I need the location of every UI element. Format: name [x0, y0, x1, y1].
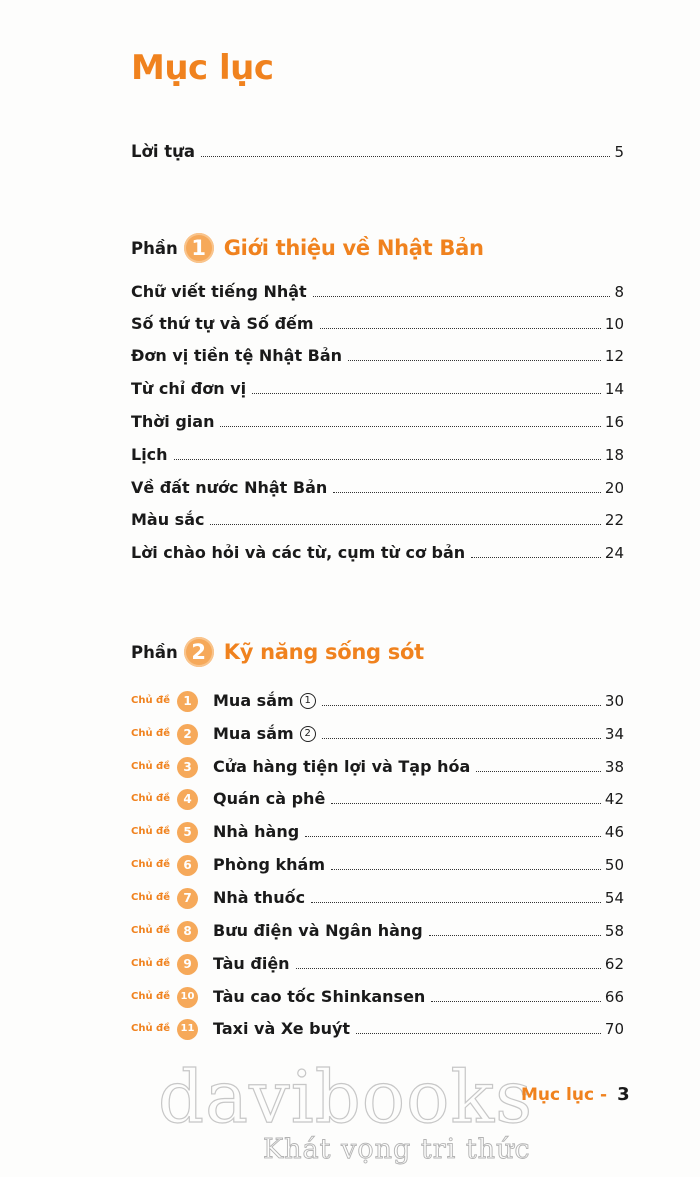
topic-entry[interactable] — [131, 954, 624, 974]
toc-entry-page: 8 — [614, 283, 624, 301]
topic-number-badge: 9 — [177, 954, 198, 975]
part-label: Phần — [131, 642, 178, 662]
dot-leader — [431, 1001, 601, 1002]
topic-entry[interactable] — [131, 757, 624, 777]
circled-number: 2 — [300, 726, 316, 742]
toc-entry[interactable] — [131, 282, 624, 302]
topic-entry[interactable] — [131, 822, 624, 842]
topic-entry[interactable] — [131, 789, 624, 809]
toc-entry-preface[interactable] — [131, 142, 624, 162]
toc-entry-title: Tàu cao tốc Shinkansen — [213, 987, 426, 1006]
toc-entry-title: Bưu điện và Ngân hàng — [213, 921, 423, 940]
toc-entry-page: 70 — [604, 1020, 624, 1038]
part-label: Phần — [131, 238, 178, 258]
dot-leader — [220, 426, 600, 427]
toc-entry-title: Số thứ tự và Số đếm — [131, 314, 314, 333]
toc-entry-title: Về đất nước Nhật Bản — [131, 478, 328, 497]
toc-entry-title: Lịch — [131, 445, 168, 464]
toc-entry-title: Tàu điện — [213, 954, 290, 973]
toc-entry-page: 18 — [604, 446, 624, 464]
toc-entry-title: Đơn vị tiền tệ Nhật Bản — [131, 346, 343, 365]
toc-entry-page: 66 — [604, 988, 624, 1006]
part-number-badge: 2 — [184, 637, 214, 667]
topic-number-badge: 11 — [177, 1019, 198, 1040]
topic-number-badge: 4 — [177, 789, 198, 810]
footer-separator: - — [600, 1085, 608, 1105]
topic-label: Chủ đề — [131, 1023, 170, 1034]
toc-entry-title: Màu sắc — [131, 510, 205, 529]
topic-label: Chủ đề — [131, 761, 170, 772]
toc-entry-page: 38 — [604, 758, 624, 776]
dot-leader — [476, 771, 601, 772]
toc-entry-title: Cửa hàng tiện lợi và Tạp hóa — [213, 757, 471, 776]
toc-entry-title: Mua sắm 2 — [213, 724, 316, 744]
toc-entry[interactable] — [131, 412, 624, 432]
dot-leader — [333, 492, 601, 493]
dot-leader — [356, 1033, 601, 1034]
topic-entry[interactable] — [131, 855, 624, 875]
toc-entry-page: 5 — [614, 143, 624, 161]
toc-entry-page: 12 — [604, 347, 624, 365]
topic-number-badge: 7 — [177, 888, 198, 909]
topic-label: Chủ đề — [131, 826, 170, 837]
dot-leader — [471, 557, 601, 558]
toc-entry[interactable] — [131, 478, 624, 498]
dot-leader — [311, 902, 601, 903]
part-number-badge: 1 — [184, 233, 214, 263]
topic-entry[interactable] — [131, 921, 624, 941]
toc-entry-page: 46 — [604, 823, 624, 841]
toc-entry-page: 42 — [604, 790, 624, 808]
dot-leader — [252, 393, 601, 394]
toc-entry-title: Lời chào hỏi và các từ, cụm từ cơ bản — [131, 543, 466, 562]
toc-entry-title: Quán cà phê — [213, 789, 326, 808]
toc-entry[interactable] — [131, 346, 624, 366]
topic-entry[interactable] — [131, 724, 624, 744]
dot-leader — [296, 968, 601, 969]
circled-number: 1 — [300, 693, 316, 709]
topic-label: Chủ đề — [131, 695, 170, 706]
topic-label: Chủ đề — [131, 925, 170, 936]
dot-leader — [210, 524, 600, 525]
topic-number-badge: 2 — [177, 724, 198, 745]
topic-entry[interactable] — [131, 888, 624, 908]
watermark-brand: davibooks — [158, 1055, 534, 1139]
toc-entry-title: Từ chỉ đơn vị — [131, 379, 247, 398]
toc-entry-title: Phòng khám — [213, 855, 326, 874]
topic-number-badge: 3 — [177, 757, 198, 778]
toc-entry-title: Mua sắm 1 — [213, 691, 316, 711]
toc-entry-page: 16 — [604, 413, 624, 431]
topic-entry[interactable] — [131, 1019, 624, 1039]
toc-entry-page: 10 — [604, 315, 624, 333]
footer-page-number: 3 — [617, 1084, 630, 1105]
toc-entry-page: 30 — [604, 692, 624, 710]
toc-entry-title: Nhà hàng — [213, 822, 300, 841]
topic-number-badge: 6 — [177, 855, 198, 876]
topic-number-badge: 8 — [177, 921, 198, 942]
dot-leader — [305, 836, 601, 837]
dot-leader — [429, 935, 601, 936]
toc-entry-title: Nhà thuốc — [213, 888, 306, 907]
part-title: Giới thiệu về Nhật Bản — [223, 236, 484, 260]
toc-entry-page: 54 — [604, 889, 624, 907]
toc-entry[interactable] — [131, 379, 624, 399]
dot-leader — [322, 705, 601, 706]
topic-label: Chủ đề — [131, 728, 170, 739]
dot-leader — [331, 869, 601, 870]
toc-entry-title: Chữ viết tiếng Nhật — [131, 282, 307, 301]
page-footer — [521, 1084, 630, 1105]
topic-label: Chủ đề — [131, 958, 170, 969]
toc-entry-title: Thời gian — [131, 412, 215, 431]
toc-entry-page: 20 — [604, 479, 624, 497]
dot-leader — [320, 328, 601, 329]
toc-entry-title: Taxi và Xe buýt — [213, 1019, 351, 1038]
toc-entry-page: 50 — [604, 856, 624, 874]
topic-number-badge: 10 — [177, 987, 198, 1008]
dot-leader — [331, 803, 601, 804]
toc-entry-page: 22 — [604, 511, 624, 529]
toc-entry-page: 24 — [604, 544, 624, 562]
toc-entry-page: 14 — [604, 380, 624, 398]
toc-entry[interactable] — [131, 543, 624, 563]
topic-number-badge: 5 — [177, 822, 198, 843]
dot-leader — [348, 360, 601, 361]
dot-leader — [201, 156, 610, 157]
topic-label: Chủ đề — [131, 991, 170, 1002]
page-title: Mục lục — [131, 48, 274, 88]
topic-number-badge: 1 — [177, 691, 198, 712]
toc-entry[interactable] — [131, 445, 624, 465]
toc-entry-page: 58 — [604, 922, 624, 940]
dot-leader — [174, 459, 601, 460]
dot-leader — [322, 738, 601, 739]
topic-entry[interactable] — [131, 691, 624, 711]
watermark-tagline: Khát vọng tri thức — [263, 1134, 531, 1165]
footer-section-label: Mục lục — [521, 1085, 595, 1105]
topic-label: Chủ đề — [131, 793, 170, 804]
toc-entry[interactable] — [131, 314, 624, 334]
topic-label: Chủ đề — [131, 859, 170, 870]
dot-leader — [313, 296, 611, 297]
toc-entry[interactable] — [131, 510, 624, 530]
topic-entry[interactable] — [131, 987, 624, 1007]
toc-entry-title: Lời tựa — [131, 142, 196, 161]
part-2-header — [131, 637, 424, 667]
part-1-header — [131, 233, 484, 263]
part-title: Kỹ năng sống sót — [223, 640, 424, 664]
toc-entry-page: 62 — [604, 955, 624, 973]
topic-label: Chủ đề — [131, 892, 170, 903]
toc-entry-page: 34 — [604, 725, 624, 743]
